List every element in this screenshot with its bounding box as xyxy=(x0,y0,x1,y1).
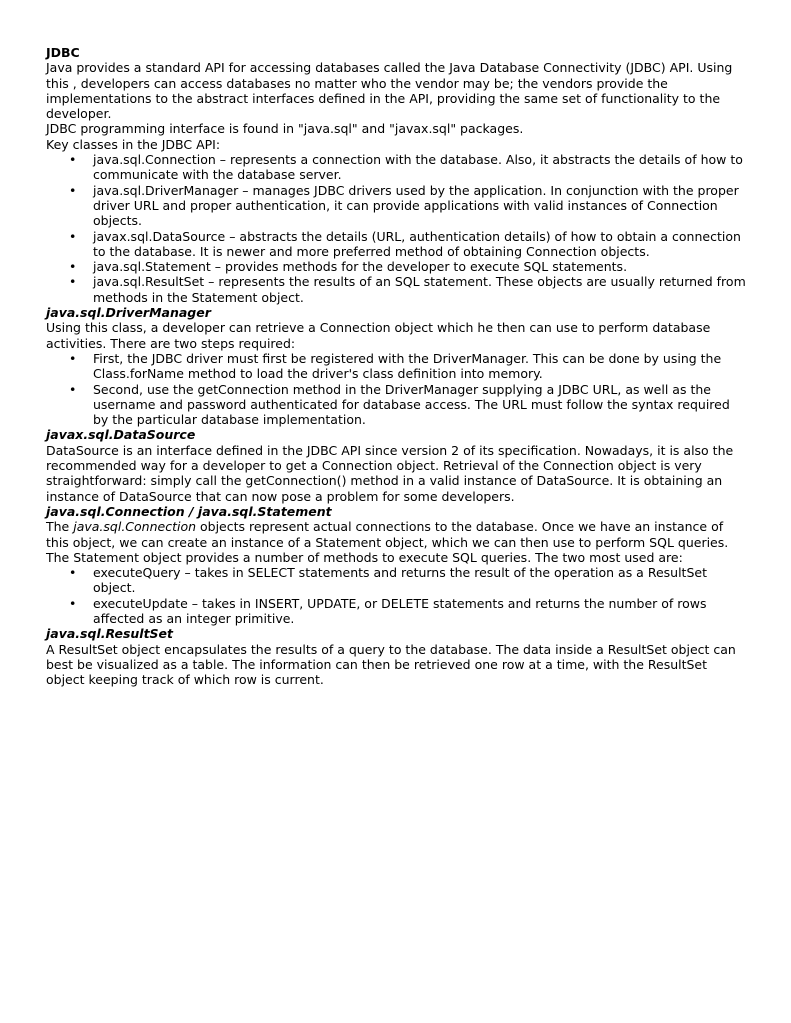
result-set-paragraph: A ResultSet object encapsulates the results of a query to the database. The data inside a ResultSet object can best be visualized as a table. The information can then be retrieved one row at a time, with the ResultSet object keeping track of which row is current. xyxy=(46,641,736,688)
paragraph-prefix: The xyxy=(46,519,74,535)
list-item: • java.sql.DriverManager – manages JDBC drivers used by the application. In conjunction with the proper driver URL and proper authentication, it can provide applications with valid instances of Connection objects. xyxy=(93,183,746,229)
statement-methods-list xyxy=(46,565,746,626)
italic-class-name: java.sql.Connection xyxy=(73,519,197,535)
paragraph-suffix: objects represent actual connections to the database. Once we have an instance of this object, we can create an instance of a Statement object, which we can then use to perform SQL queries. The Statement object provides a number of methods to execute SQL queries. The two most used are: xyxy=(46,519,729,565)
driver-manager-heading: java.sql.DriverManager xyxy=(46,305,211,321)
key-classes-list xyxy=(46,152,746,305)
document-page xyxy=(46,45,746,687)
list-item: • java.sql.Connection – represents a connection with the database. Also, it abstracts the details of how to communicate with the database server. xyxy=(93,152,746,183)
jdbc-intro-paragraph: Java provides a standard API for accessing databases called the Java Database Connectivity (JDBC) API. Using this , developers can access databases no matter who the vendor may be; the vendors provide the implementations to the abstract interfaces defined in the API, providing the same set of functionality to the developer. xyxy=(46,60,733,122)
list-item: • java.sql.ResultSet – represents the results of an SQL statement. These objects are usually returned from methods in the Statement object. xyxy=(93,274,746,305)
driver-manager-steps-list xyxy=(46,351,746,427)
jdbc-heading: JDBC xyxy=(46,45,80,60)
jdbc-packages-paragraph: JDBC programming interface is found in "java.sql" and "javax.sql" packages. xyxy=(46,121,524,137)
list-item: • Second, use the getConnection method in the DriverManager supplying a JDBC URL, as well as the username and password authenticated for database access. The URL must follow the syntax required by the particular database implementation. xyxy=(93,382,746,428)
list-item: • executeUpdate – takes in INSERT, UPDATE, or DELETE statements and returns the number of rows affected as an integer primitive. xyxy=(93,596,746,627)
connection-statement-heading: java.sql.Connection / java.sql.Statement xyxy=(46,503,332,519)
list-item: • java.sql.Statement – provides methods for the developer to execute SQL statements. xyxy=(93,259,746,274)
result-set-heading: java.sql.ResultSet xyxy=(46,626,174,642)
list-item: • javax.sql.DataSource – abstracts the details (URL, authentication details) of how to obtain a connection to the database. It is newer and more preferred method of obtaining Connection objects. xyxy=(93,229,746,260)
list-item: • executeQuery – takes in SELECT statements and returns the result of the operation as a ResultSet object. xyxy=(93,565,746,596)
data-source-heading: javax.sql.DataSource xyxy=(46,427,196,443)
driver-manager-intro-paragraph: Using this class, a developer can retrieve a Connection object which he then can use to perform database activities. There are two steps required: xyxy=(46,320,711,351)
data-source-paragraph: DataSource is an interface defined in the JDBC API since version 2 of its specification. Nowadays, it is also the recommended way for a developer to get a Connection object. Retrieval of the Connection object is very straightforward: simply call the getConnection() method in a valid instance of DataSource. It is obtaining an instance of DataSource that can now pose a problem for some developers. xyxy=(46,442,734,504)
list-item: • First, the JDBC driver must first be registered with the DriverManager. This can be done by using the Class.forName method to load the driver's class definition into memory. xyxy=(93,351,746,382)
connection-statement-paragraph xyxy=(46,519,746,565)
jdbc-key-classes-label: Key classes in the JDBC API: xyxy=(46,136,221,152)
